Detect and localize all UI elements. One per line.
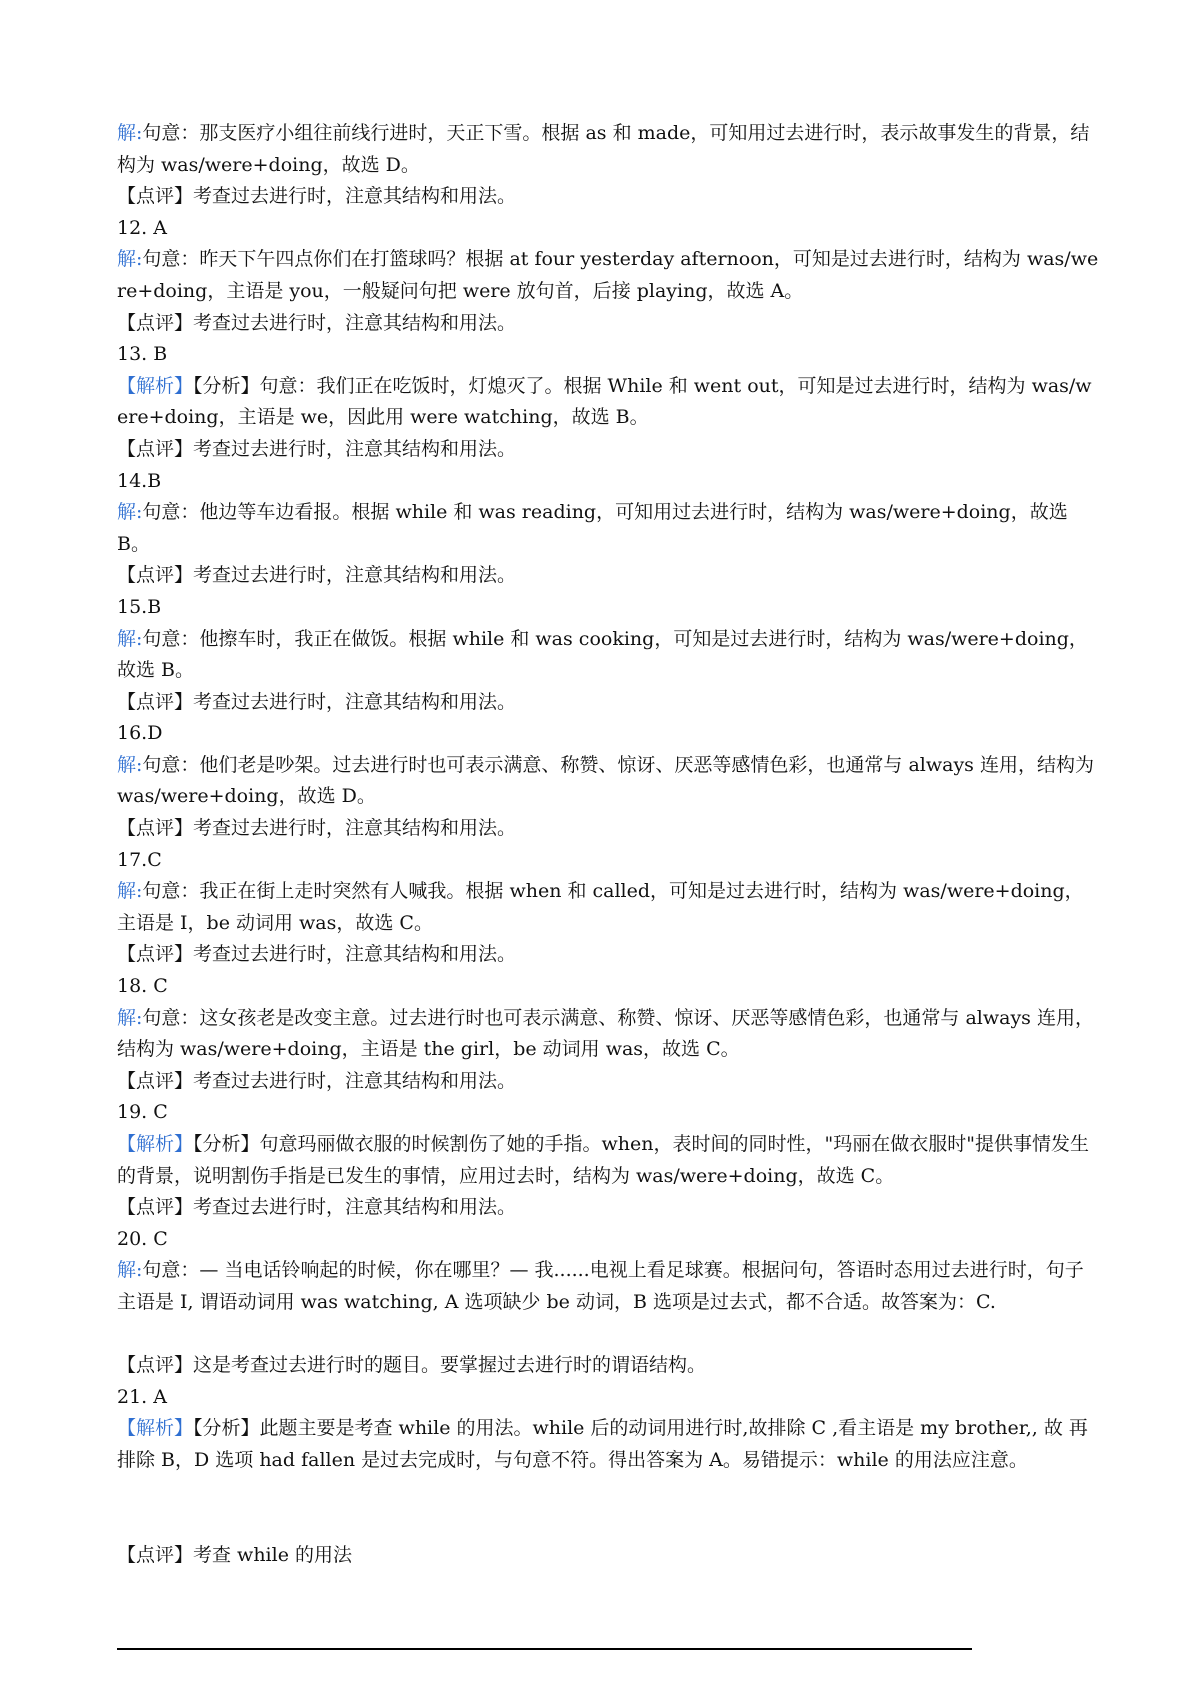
explanation-label: 解: bbox=[117, 1259, 143, 1282]
entry-21-number: 21. A bbox=[117, 1385, 167, 1408]
entry-16-number: 16.D bbox=[117, 722, 163, 745]
entry-19-comment bbox=[117, 1192, 1102, 1224]
explanation-label: 解: bbox=[117, 248, 143, 271]
comment-text: 考查过去进行时，注意其结构和用法。 bbox=[193, 185, 517, 208]
entry-17-comment bbox=[117, 939, 1102, 971]
entry-13-explanation bbox=[117, 371, 1102, 434]
entry-16-explanation bbox=[117, 750, 1102, 813]
explanation-text: 句意：他擦车时，我正在做饭。根据 while 和 was cooking，可知是过去进行时，结构为 was/were+doing，故选 B。 bbox=[117, 627, 1088, 682]
comment-label: 【点评】 bbox=[117, 943, 194, 966]
entry-12-explanation bbox=[117, 244, 1102, 307]
comment-label: 【点评】 bbox=[117, 437, 194, 460]
comment-label: 【点评】 bbox=[117, 185, 194, 208]
entry-18-number: 18. C bbox=[117, 975, 168, 998]
entry-13-comment bbox=[117, 434, 1102, 466]
explanation-text: 句意：这女孩老是改变主意。过去进行时也可表示满意、称赞、惊讶、厌恶等感情色彩，也通常与 always 连用，结构为 was/were+doing，主语是 the girl，be 动词用 was，故选 C。 bbox=[117, 1006, 1094, 1061]
entry-13-number: 13. B bbox=[117, 343, 168, 366]
comment-label: 【点评】 bbox=[117, 311, 194, 334]
explanation-text: 句意：他们老是吵架。过去进行时也可表示满意、称赞、惊讶、厌恶等感情色彩，也通常与 always 连用，结构为 was/were+doing，故选 D。 bbox=[117, 753, 1094, 808]
comment-label: 【点评】 bbox=[117, 1069, 194, 1092]
comment-label: 【点评】 bbox=[117, 564, 194, 587]
explanation-text: 句意：他边等车边看报。根据 while 和 was reading，可知用过去进行时，结构为 was/were+doing，故选 B。 bbox=[117, 501, 1068, 555]
comment-label: 【点评】 bbox=[117, 1543, 194, 1566]
explanation-text: 句意：昨天下午四点你们在打篮球吗？根据 at four yesterday afternoon，可知是过去进行时，结构为 was/were+doing，主语是 you，一般疑问句把 were 放句首，后接 playing，故选 A。 bbox=[117, 248, 1099, 302]
comment-text: 考查过去进行时，注意其结构和用法。 bbox=[193, 437, 517, 460]
explanation-label: 解: bbox=[117, 880, 143, 903]
analysis-label: 【解析】 bbox=[117, 1417, 194, 1440]
explanation-text: 句意：— 当电话铃响起的时候，你在哪里？— 我......电视上看足球赛。根据问句，答语时态用过去进行时，句子主语是 I, 谓语动词用 was watching, A 选项缺少 be 动词，B 选项是过去式，都不合适。故答案为：C. bbox=[117, 1259, 1084, 1313]
document-body bbox=[117, 118, 1102, 1571]
entry-16-comment bbox=[117, 813, 1102, 845]
entry-19-explanation bbox=[117, 1129, 1102, 1192]
explanation-label: 解: bbox=[117, 501, 143, 524]
comment-text: 考查过去进行时，注意其结构和用法。 bbox=[193, 1069, 517, 1092]
entry-19-number: 19. C bbox=[117, 1101, 168, 1124]
entry-12-number: 12. A bbox=[117, 216, 167, 239]
comment-text: 考查过去进行时，注意其结构和用法。 bbox=[193, 311, 517, 334]
entry-15-number: 15.B bbox=[117, 595, 162, 618]
explanation-label: 解: bbox=[117, 753, 143, 776]
comment-label: 【点评】 bbox=[117, 1196, 194, 1219]
footer-divider bbox=[117, 1648, 972, 1650]
entry-14-number: 14.B bbox=[117, 469, 162, 492]
entry-18-explanation bbox=[117, 1003, 1102, 1066]
entry-21-explanation bbox=[117, 1413, 1102, 1508]
explanation-text: 【分析】句意玛丽做衣服的时候割伤了她的手指。when，表时间的同时性，"玛丽在做衣服时"提供事情发生的背景，说明割伤手指是已发生的事情，应用过去时，结构为 was/were+doing，故选 C。 bbox=[117, 1133, 1089, 1187]
entry-20-explanation bbox=[117, 1255, 1102, 1350]
comment-label: 【点评】 bbox=[117, 1354, 194, 1377]
entry-18-comment bbox=[117, 1066, 1102, 1098]
blank-line bbox=[117, 1508, 1102, 1540]
explanation-text: 句意：那支医疗小组往前线行进时，天正下雪。根据 as 和 made，可知用过去进行时，表示故事发生的背景，结构为 was/were+doing，故选 D。 bbox=[117, 122, 1090, 176]
comment-text: 考查 while 的用法 bbox=[193, 1543, 352, 1566]
entry-20-comment bbox=[117, 1350, 1102, 1382]
entry-21-comment bbox=[117, 1540, 1102, 1572]
entry-11-explanation bbox=[117, 118, 1102, 181]
entry-17-number: 17.C bbox=[117, 848, 162, 871]
entry-15-explanation bbox=[117, 624, 1102, 687]
explanation-text: 【分析】句意：我们正在吃饭时，灯熄灭了。根据 While 和 went out，可知是过去进行时，结构为 was/were+doing，主语是 we，因此用 were watching，故选 B。 bbox=[117, 374, 1092, 429]
entry-11-comment bbox=[117, 181, 1102, 213]
explanation-label: 解: bbox=[117, 627, 143, 650]
entry-17-explanation bbox=[117, 876, 1102, 939]
comment-text: 考查过去进行时，注意其结构和用法。 bbox=[193, 943, 517, 966]
entry-14-comment bbox=[117, 560, 1102, 592]
comment-text: 这是考查过去进行时的题目。要掌握过去进行时的谓语结构。 bbox=[193, 1354, 707, 1377]
entry-20-number: 20. C bbox=[117, 1227, 168, 1250]
explanation-label: 解: bbox=[117, 122, 143, 144]
comment-text: 考查过去进行时，注意其结构和用法。 bbox=[193, 690, 517, 713]
explanation-text: 【分析】此题主要是考查 while 的用法。while 后的动词用进行时,故排除 C ,看主语是 my brother,, 故 再排除 B，D 选项 had fallen 是过去完成时，与句意不符。得出答案为 A。易错提示：while 的用法应注意。 bbox=[117, 1417, 1088, 1471]
entry-14-explanation bbox=[117, 497, 1102, 560]
explanation-label: 解: bbox=[117, 1006, 143, 1029]
entry-15-comment bbox=[117, 687, 1102, 719]
explanation-text: 句意：我正在街上走时突然有人喊我。根据 when 和 called，可知是过去进行时，结构为 was/were+doing，主语是 I，be 动词用 was，故选 C。 bbox=[117, 880, 1084, 934]
analysis-label: 【解析】 bbox=[117, 1133, 194, 1155]
analysis-label: 【解析】 bbox=[117, 374, 194, 397]
comment-text: 考查过去进行时，注意其结构和用法。 bbox=[193, 1196, 517, 1219]
comment-text: 考查过去进行时，注意其结构和用法。 bbox=[193, 564, 517, 587]
comment-label: 【点评】 bbox=[117, 817, 194, 840]
entry-12-comment bbox=[117, 308, 1102, 340]
comment-text: 考查过去进行时，注意其结构和用法。 bbox=[193, 817, 517, 840]
comment-label: 【点评】 bbox=[117, 690, 194, 713]
